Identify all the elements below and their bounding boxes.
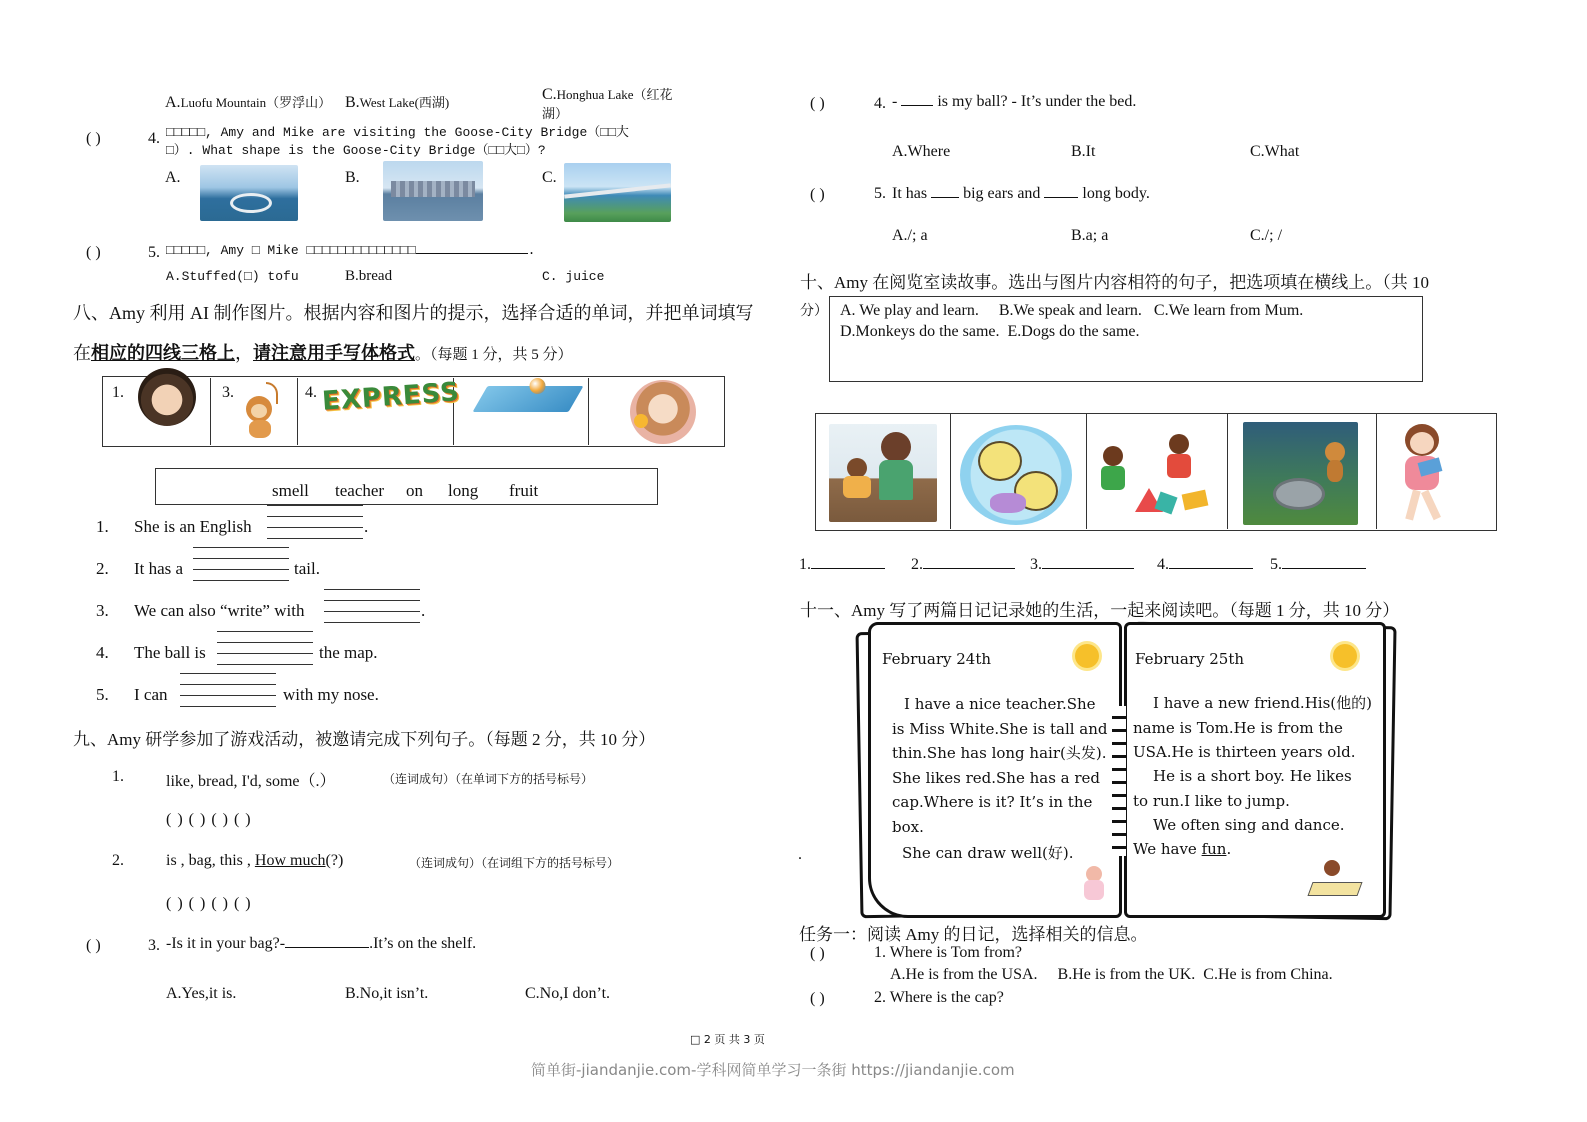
r-q4-option-a: A.Where [892,143,951,160]
dogs-picture [960,425,1072,525]
r-q5-option-b: B.a; a [1071,227,1109,244]
s9-q1-number: 1. [112,768,124,785]
q3-option-c-line2: 湖） [542,106,569,121]
picture-label-1: 1. [112,384,124,401]
section11-title: 十一、Amy 写了两篇日记记录她的生活，一起来阅读吧。（每题 1 分，共 10 分） [800,601,1400,620]
divider [1227,414,1228,529]
sun-icon [1075,644,1099,668]
r-q5-option-a: A./; a [892,227,928,244]
mum-cooking-picture [829,424,937,522]
kids-playing-picture [1097,430,1215,522]
t1-q2-text: 2. Where is the cap? [874,989,1004,1006]
round-bridge-photo [200,165,298,221]
stray-dot: . [798,846,802,863]
q4-option-c-label: C. [542,169,557,186]
s8-item-2-text: It has a [134,559,184,578]
s8-item-5-end: with my nose. [283,685,379,704]
divider [210,378,211,445]
q3-option-a: A.Luofu Mountain（罗浮山） [165,94,332,111]
q5-answer-paren[interactable]: ( ) [86,244,101,261]
r-q5-text: It has big ears and long body. [892,185,1150,202]
picture-label-3: 3. [222,384,234,401]
section8-title-line1: 八、Amy 利用 AI 制作图片。根据内容和图片的提示，选择合适的单词，并把单词填写 [73,303,754,323]
page-number: □ 2 页 共 3 页 [690,1033,765,1046]
picture-label-4: 4. [305,384,317,401]
diary-spiral-binding [1112,706,1126,856]
s8-item-4-number: 4. [96,643,109,662]
city-bridge-photo [383,161,483,221]
s9-q1-parens[interactable]: ( ) ( ) ( ) ( ) [166,811,252,828]
long-bridge-photo [564,163,671,222]
q3-option-b: B.West Lake(西湖) [345,94,450,111]
q4-text-line2: □）. What shape is the Goose-City Bridge（□□大□）? [166,143,546,158]
t1-q1-answer-paren[interactable]: ( ) [810,945,825,962]
q5-option-c: C. juice [542,269,605,284]
s9-q2-number: 2. [112,852,124,869]
q4-option-b-label: B. [345,169,360,186]
s8-item-4-fourline[interactable] [217,631,313,665]
divider [297,378,298,445]
section10-title: 十、Amy 在阅览室读故事。选出与图片内容相符的句子，把选项填在横线上。（共 10 [800,273,1429,292]
section10-title-line2: 分） [800,304,828,319]
q5-option-a: A.Stuffed(□) tofu [166,269,299,284]
ball-on-map-picture [472,386,583,412]
s9-q3-option-c: C.No,I don’t. [525,985,611,1002]
t1-q1-text: 1. Where is Tom from? [874,944,1023,961]
s9-q1-words: like, bread, I'd, some（.） [166,773,336,790]
r-q4-option-c: C.What [1250,143,1300,160]
diary1-last-line: She can draw well(好). [902,844,1074,862]
s8-item-1-end: . [364,517,369,536]
s9-q3-answer-paren[interactable]: ( ) [86,937,101,954]
task1-title: 任务一：阅读 Amy 的日记，选择相关的信息。 [799,925,1148,944]
t1-q2-answer-paren[interactable]: ( ) [810,990,825,1007]
divider [950,414,951,529]
r-q5-option-c: C./; / [1250,227,1283,244]
monkey-picture [240,380,280,440]
s8-item-5-fourline[interactable] [180,673,276,707]
r-q4-option-b: B.It [1071,143,1096,160]
girl-reading-book-icon [1310,860,1360,898]
s9-q3-option-a: A.Yes,it is. [166,985,237,1002]
s8-item-1-fourline[interactable] [267,505,363,539]
s10-blank-4[interactable]: 4. [1157,556,1253,574]
word-long: long [448,481,479,500]
section10-options-line2: D.Monkeys do the same. E.Dogs do the same. [840,323,1140,340]
diary2-date: February 25th [1135,650,1245,668]
monkeys-well-picture [1243,422,1358,525]
diary2-text-3: We often sing and dance. [1153,816,1345,834]
s10-blank-5[interactable]: 5. [1270,556,1366,574]
q5-text: □□□□□, Amy □ Mike □□□□□□□□□□□□□□ . [166,243,536,258]
r-q5-answer-paren[interactable]: ( ) [810,186,825,203]
q5-number: 5. [148,244,160,261]
sun-icon [1333,644,1357,668]
divider [1376,414,1377,529]
s8-item-1-text: She is an English [134,517,252,536]
s8-item-3-number: 3. [96,601,109,620]
s8-item-4-end: the map. [319,643,378,662]
s10-blank-1[interactable]: 1. [799,556,885,574]
divider [588,378,589,445]
r-q4-answer-paren[interactable]: ( ) [810,95,825,112]
r-q4-number: 4. [874,95,886,112]
q4-answer-paren[interactable]: ( ) [86,130,101,147]
express-word-art: EXPRESS [321,377,461,417]
diary2-last-line: We have fun. [1133,840,1232,858]
word-teacher: teacher [335,481,385,500]
diary2-text: I have a new friend.His(他的) name is Tom.He is from the USA.He is thirteen years old. [1133,694,1372,761]
s8-item-2-number: 2. [96,559,109,578]
girl-smelling-flower-picture [630,380,696,444]
divider [1086,414,1087,529]
diary2-text-2: He is a short boy. He likes to run.I like to jump. [1133,767,1352,810]
q3-option-c: C.Honghua Lake（红花 [542,86,673,103]
s8-item-3-fourline[interactable] [324,589,420,623]
s8-item-3-text: We can also “write” with [134,601,305,620]
q5-option-b: B.bread [345,268,393,284]
s8-item-2-end: tail. [294,559,320,578]
q4-option-a-label: A. [165,169,181,186]
s9-q2-words: is , bag, this , How much(?) [166,852,344,869]
section8-title-line2: 在相应的四线三格上，请注意用手写体格式。（每题 1 分，共 5 分） [73,343,573,363]
s9-q3-number: 3. [148,937,160,954]
r-q5-number: 5. [874,185,886,202]
diary1-text: I have a nice teacher.She is Miss White.She is tall and thin.She has long hair(头发). She likes red.She has a red cap.Where is it? It’s in the box. [892,695,1108,836]
s8-item-4-text: The ball is [134,643,206,662]
s8-item-3-end: . [421,601,426,620]
s8-item-5-number: 5. [96,685,109,704]
s10-blank-3[interactable]: 3. [1030,556,1134,574]
diary1-date: February 24th [882,650,992,668]
s9-q1-note: （连词成句）（在单词下方的括号标号） [383,772,594,786]
t1-q1-options: A.He is from the USA. B.He is from the UK. C.He is from China. [890,966,1333,983]
word-fruit: fruit [509,481,539,500]
s9-q2-parens[interactable]: ( ) ( ) ( ) ( ) [166,895,252,912]
word-smell: smell [272,481,309,500]
section10-options-line1: A. We play and learn. B.We speak and learn. C.We learn from Mum. [840,302,1304,319]
site-watermark: 简单街-jiandanjie.com-学科网简单学习一条街 https://jiandanjie.com [531,1061,1015,1079]
girl-drawing-icon [1080,866,1108,902]
q4-number: 4. [148,130,160,147]
s9-q2-note: （连词成句）（在词组下方的括号标号） [409,856,620,870]
section9-title: 九、Amy 研学参加了游戏活动，被邀请完成下列句子。（每题 2 分，共 10 分） [73,730,656,749]
r-q4-text: - is my ball? - It’s under the bed. [892,93,1137,110]
s10-blank-2[interactable]: 2. [911,556,1015,574]
word-on: on [406,481,423,500]
q4-text-line1: □□□□□, Amy and Mike are visiting the Goose-City Bridge（□□大 [166,125,629,140]
s8-item-5-text: I can [134,685,168,704]
s9-q3-text: -Is it in your bag?- .It’s on the shelf. [166,935,477,952]
s9-q3-option-b: B.No,it isn’t. [345,985,429,1002]
teacher-portrait [138,368,196,426]
girl-reading-picture [1395,420,1469,528]
s8-item-1-number: 1. [96,517,109,536]
s8-item-2-fourline[interactable] [193,547,289,581]
